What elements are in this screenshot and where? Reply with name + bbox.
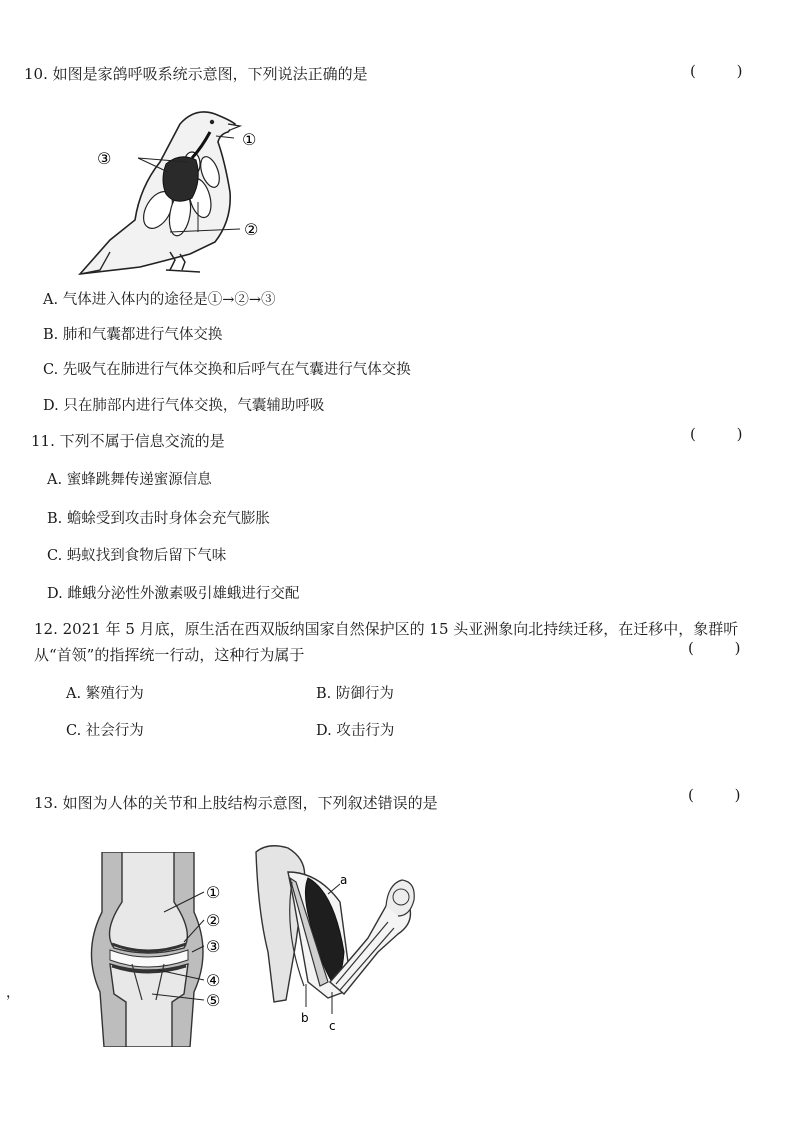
joint-label-2: ② bbox=[206, 911, 221, 930]
arm-label-a: a bbox=[340, 873, 348, 887]
q10-stem: 10. 如图是家鸽呼吸系统示意图，下列说法正确的是 bbox=[24, 65, 368, 83]
joint-label-5: ⑤ bbox=[206, 991, 221, 1010]
q12-stem-line2: 从“首领”的指挥统一行动，这种行为属于 bbox=[34, 646, 305, 664]
q11-option-c: C. 蚂蚁找到食物后留下气味 bbox=[47, 548, 227, 564]
q12-stem-line1: 12. 2021 年 5 月底，原生活在西双版纳国家自然保护区的 15 头亚洲象向北持续迁移，在迁移中，象群听 bbox=[34, 620, 739, 638]
pigeon-respiratory-diagram bbox=[70, 102, 290, 278]
q12-option-c: C. 社会行为 bbox=[66, 723, 144, 739]
q12-option-b: B. 防御行为 bbox=[316, 686, 394, 702]
joint-label-1: ① bbox=[206, 883, 221, 902]
arm-diagram bbox=[248, 842, 418, 1037]
lung-shape bbox=[163, 157, 198, 201]
arm-label-b: b bbox=[301, 1011, 309, 1025]
q11-option-b: B. 蟾蜍受到攻击时身体会充气膨胀 bbox=[47, 511, 270, 527]
margin-mark: ， bbox=[6, 985, 20, 1001]
q11-option-d: D. 雌蛾分泌性外激素吸引雄蛾进行交配 bbox=[47, 586, 300, 602]
arm-label-c: c bbox=[329, 1019, 336, 1033]
q12-option-d: D. 攻击行为 bbox=[316, 723, 395, 739]
joint-label-4: ④ bbox=[206, 971, 221, 990]
q11-stem: 11. 下列不属于信息交流的是 bbox=[31, 432, 225, 450]
pigeon-label-1: ① bbox=[242, 130, 257, 149]
q10-option-c: C. 先吸气在肺进行气体交换和后呼气在气囊进行气体交换 bbox=[43, 362, 411, 378]
q10-option-a: A. 气体进入体内的途径是①→②→③ bbox=[43, 292, 276, 308]
pigeon-label-3: ③ bbox=[97, 149, 112, 168]
q11-answer-paren: ( ) bbox=[690, 425, 761, 443]
q12-option-a: A. 繁殖行为 bbox=[66, 686, 144, 702]
pigeon-label-2: ② bbox=[244, 220, 259, 239]
q11-option-a: A. 蜜蜂跳舞传递蜜源信息 bbox=[47, 472, 212, 488]
q13-answer-paren: ( ) bbox=[688, 786, 759, 804]
q13-stem: 13. 如图为人体的关节和上肢结构示意图，下列叙述错误的是 bbox=[34, 794, 438, 812]
q10-answer-paren: ( ) bbox=[690, 62, 761, 80]
q10-option-d: D. 只在肺部内进行气体交换，气囊辅助呼吸 bbox=[43, 398, 325, 414]
q12-answer-paren: ( ) bbox=[688, 639, 759, 657]
joint-label-3: ③ bbox=[206, 937, 221, 956]
q10-option-b: B. 肺和气囊都进行气体交换 bbox=[43, 327, 223, 343]
joint-diagram bbox=[72, 852, 242, 1047]
